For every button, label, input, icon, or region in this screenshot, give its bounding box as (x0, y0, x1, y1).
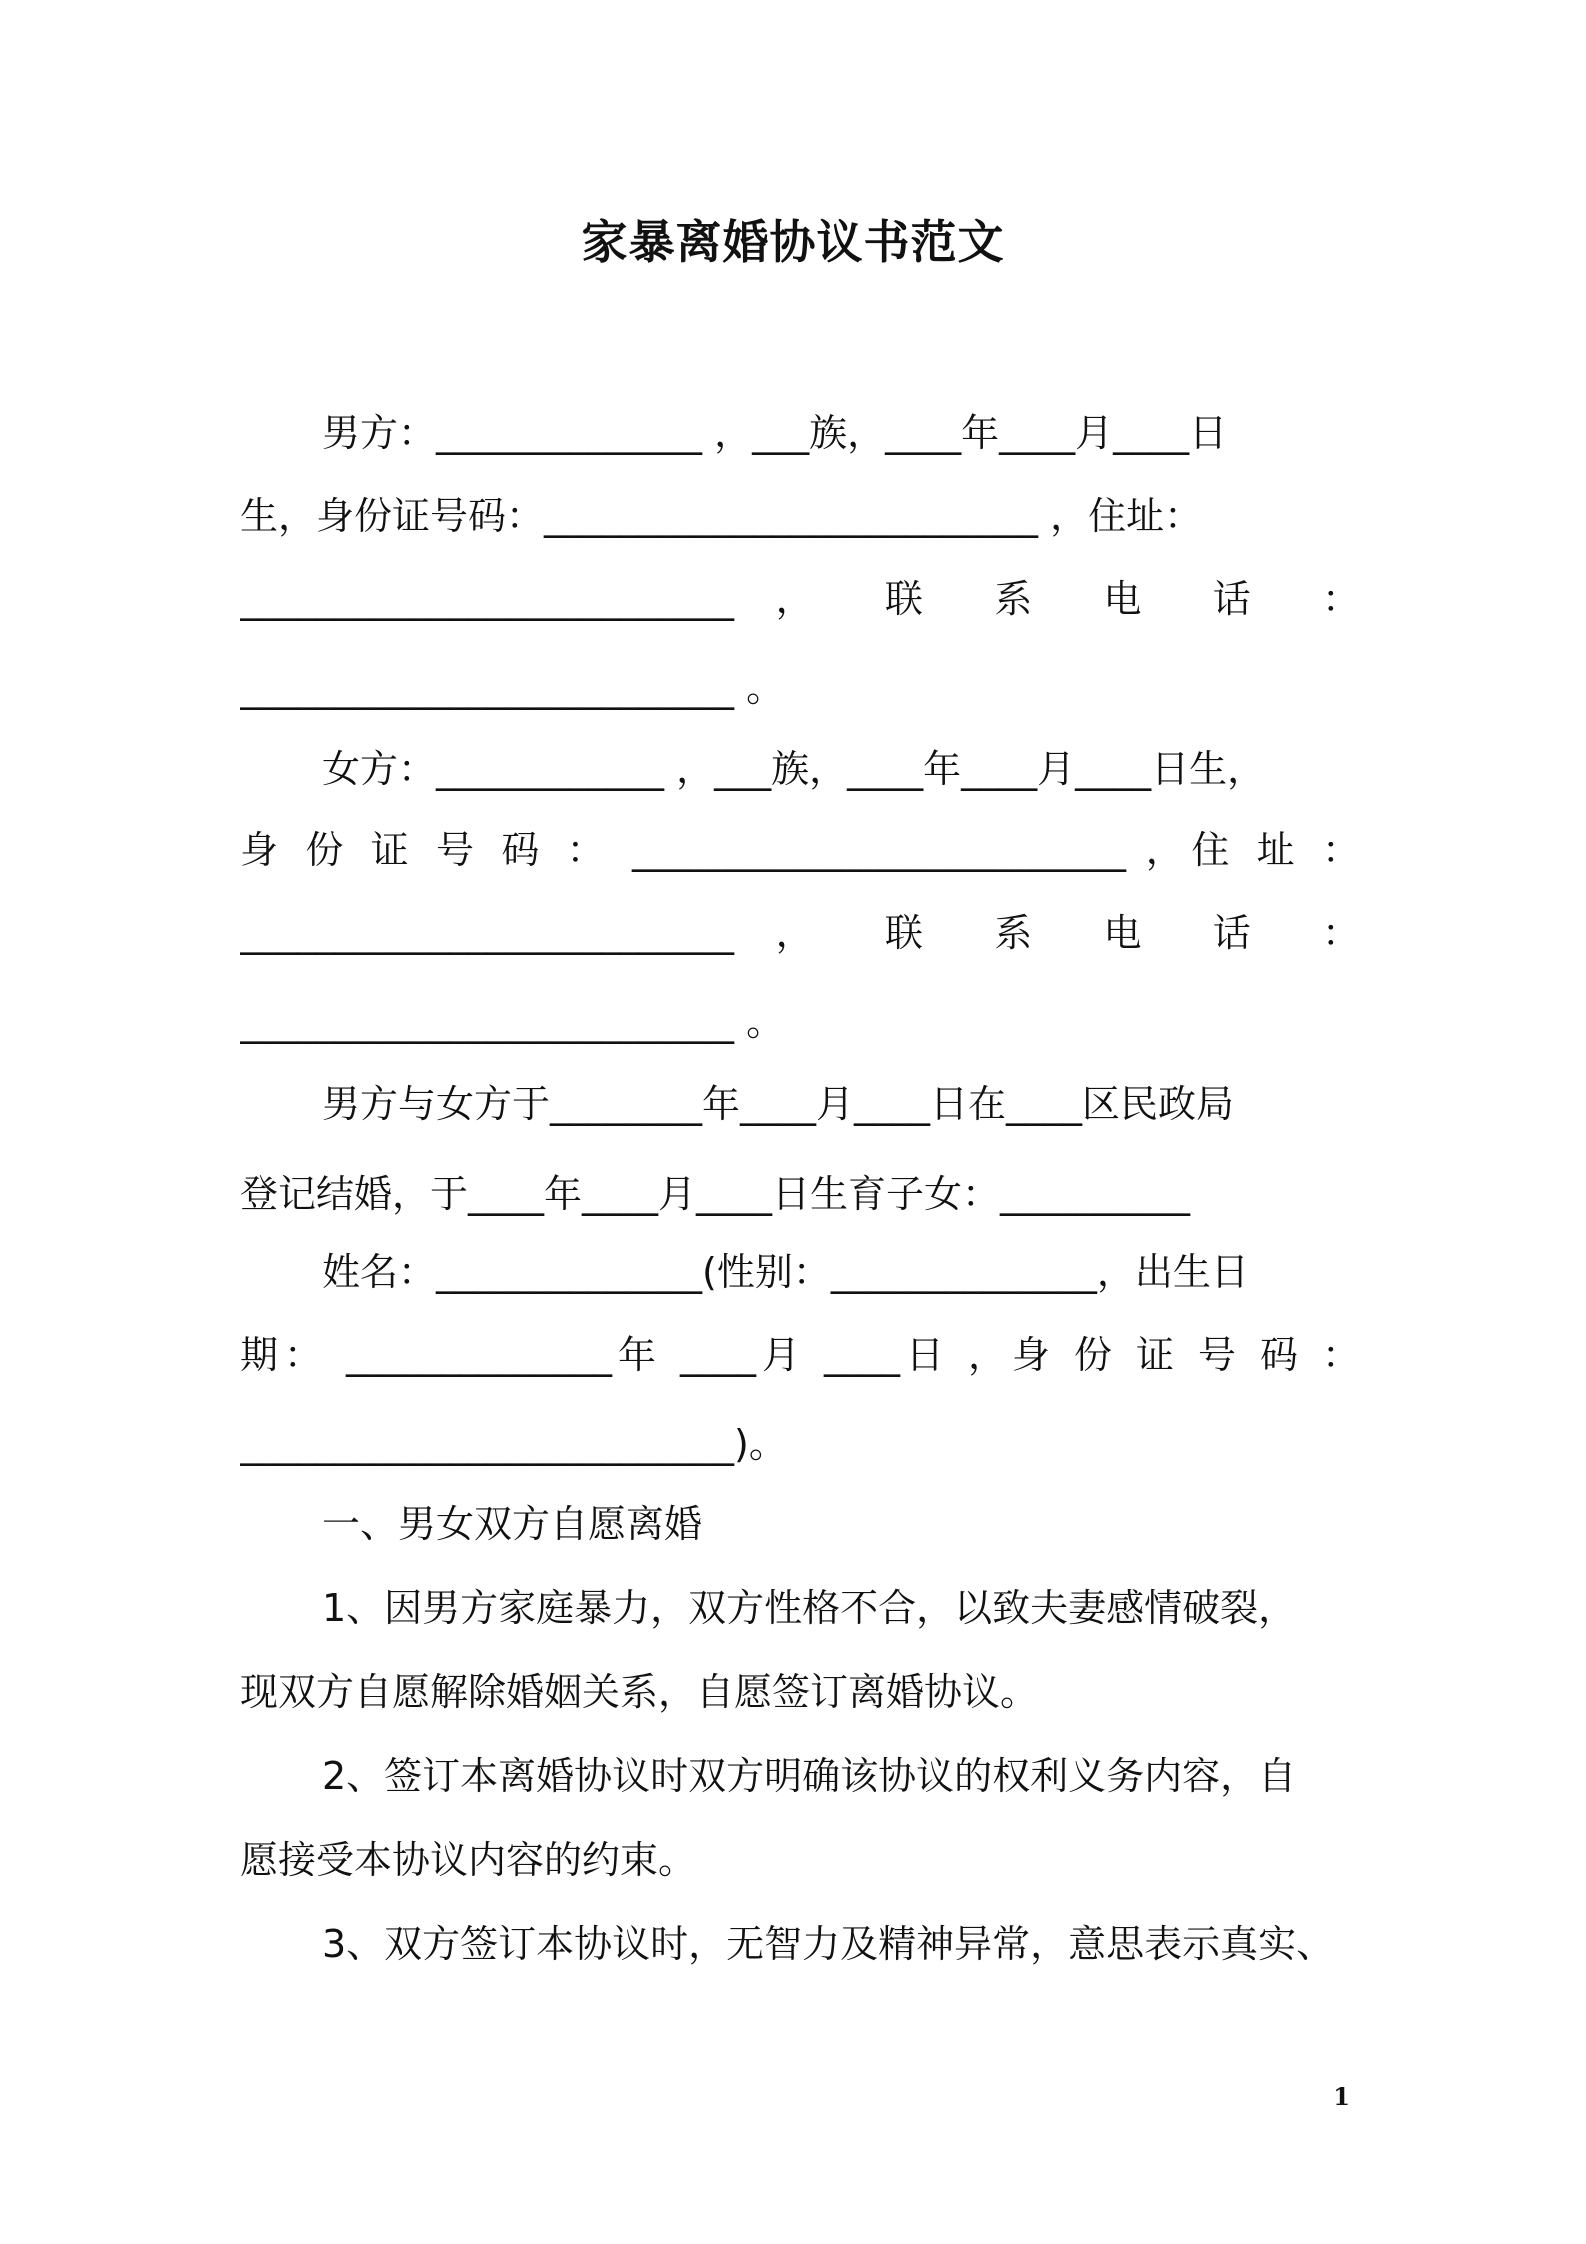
page-number: 1 (1333, 2082, 1350, 2111)
section-heading: 一、男女双方自愿离婚 (322, 1502, 703, 1546)
clause-1-line-1: 1、因男方家庭暴力，双方性格不合，以致夫妻感情破裂， (322, 1586, 1297, 1630)
male-party-line-2: 生，身份证号码：__________________________ ，住址： (240, 494, 1203, 538)
marriage-line-1: 男方与女方于________年____月____日在____区民政局 (322, 1082, 1235, 1126)
child-line-1: 姓名：______________(性别：______________，出生日 (322, 1250, 1249, 1294)
female-party-line-2: 身 份 证 号 码 ： __________________________ ，住 址 ： (240, 828, 1360, 872)
male-party-line-4: __________________________ 。 (240, 666, 785, 710)
clause-2-line-1: 2、签订本离婚协议时双方明确该协议的权利义务内容，自 (322, 1754, 1297, 1798)
clause-1-line-2: 现双方自愿解除婚姻关系，自愿签订离婚协议。 (240, 1670, 1039, 1714)
female-party-line-4: __________________________ 。 (240, 1000, 785, 1044)
clause-2-line-2: 愿接受本协议内容的约束。 (240, 1838, 697, 1882)
female-party-line-1: 女方：____________ ，___族，____年____月____日生， (322, 747, 1266, 791)
marriage-line-2: 登记结婚，于____年____月____日生育子女：__________ (240, 1172, 1191, 1216)
child-line-3: __________________________)。 (240, 1422, 787, 1466)
clause-3-line-1: 3、双方签订本协议时，无智力及精神异常，意思表示真实、 (322, 1922, 1335, 1966)
male-party-line-1: 男方：______________ ，___族，____年____月____日 (322, 411, 1228, 455)
document-title: 家暴离婚协议书范文 (581, 215, 1005, 269)
child-line-2: 期： ______________年 ____月 ____日 ，身 份 证 号 码 ： (240, 1333, 1360, 1377)
female-party-line-3: __________________________ ， 联 系 电 话 ： (240, 911, 1360, 955)
male-party-line-3: __________________________ ， 联 系 电 话 ： (240, 577, 1360, 621)
